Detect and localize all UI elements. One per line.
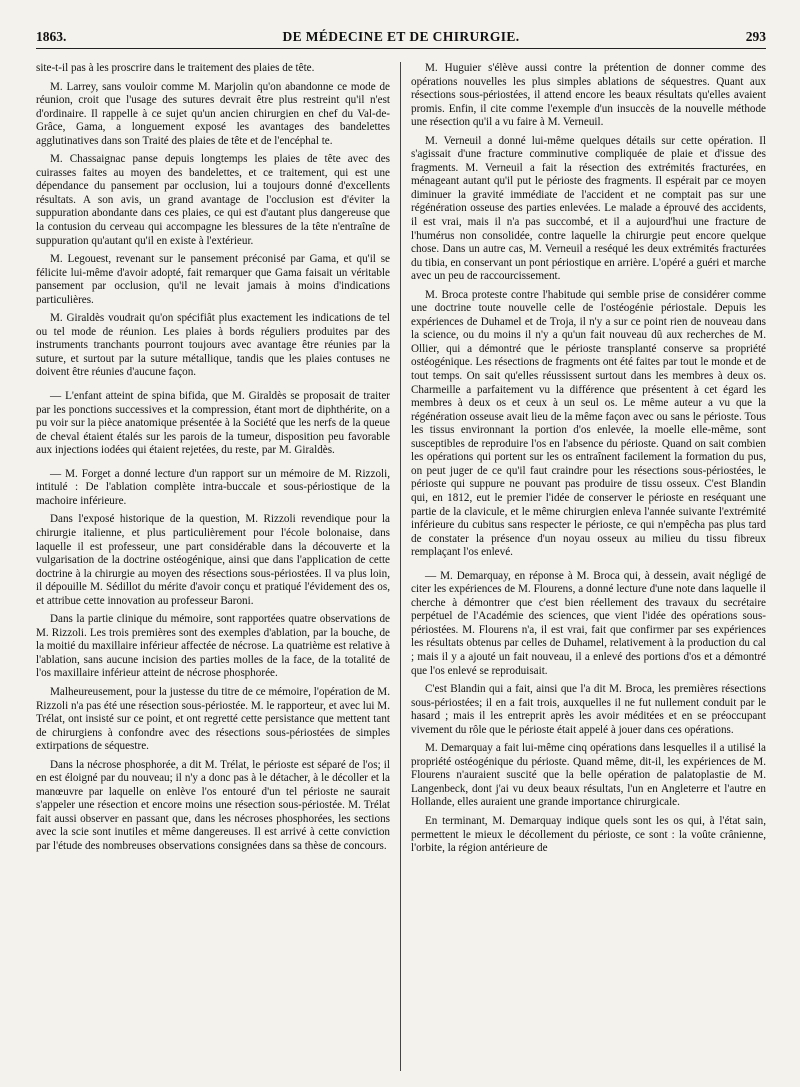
running-header: [36, 26, 766, 49]
paragraph: — M. Demarquay, en réponse à M. Broca qui, à dessein, avait négligé de citer les expériences de M. Flourens, a donné lecture d'une note dans laquelle il cherche à démontrer que c'est bien réellement des travaux du secrétaire perpétuel de l'Académie des sciences, que vient l'idée des opérations sous-périostées. M. Flourens n'a, il est vrai, fait que confirmer par ses expériences les résultats obtenus par celles de Duhamel, relativement à la production du cal ; mais il y a ajouté un fait nouveau, il a enlevé des portions d'os et a démontré que l'os enlevé se reproduisait.: [411, 569, 766, 677]
left-column: [36, 62, 390, 1071]
two-column-body: [36, 62, 766, 1071]
page-number: 293: [745, 29, 766, 44]
paragraph: M. Giraldès voudrait qu'on spécifiât plus exactement les indications de tel ou tel mode de réunion. Les plaies à bords réguliers produites par des instruments tranchants pourront toujours avec avantage être réunies par la suture, et surtout par la suture métallique, tandis que les plaies contuses ne doivent être réunies d'aucune façon.: [36, 312, 390, 379]
right-column: [411, 62, 766, 1071]
header-title: DE MÉDECINE ET DE CHIRURGIE.: [282, 29, 520, 44]
paragraph: En terminant, M. Demarquay indique quels sont les os qui, à l'état sain, permettent le mieux le décollement du périoste, ce sont : la voûte crânienne, l'orbite, la région antérieure de: [411, 814, 766, 855]
header-year: 1863.: [36, 29, 67, 44]
paragraph: — L'enfant atteint de spina bifida, que M. Giraldès se proposait de traiter par les ponctions successives et la compression, étant mort de diphthérite, on a pu voir sur la pièce anatomique présentée à la Société que les nerfs de la queue de cheval étaient étalés sur les parois de la tumeur, disposition peu favorable aux injections iodées qui étaient rejetées, du reste, par M. Giraldès.: [36, 390, 390, 457]
paragraph: M. Larrey, sans vouloir comme M. Marjolin qu'on abandonne ce mode de réunion, croit que l'usage des sutures devrait être plus restreint qu'il n'est d'ordinaire. Il rappelle à ce sujet qu'un ancien chirurgien en chef du Val-de-Grâce, Gama, a longuement exposé les avantages des bandelettes agglutinatives dans son Traité des plaies de tête et de l'encéphal te.: [36, 80, 390, 147]
paragraph: Dans la partie clinique du mémoire, sont rapportées quatre observations de M. Rizzoli. Les trois premières sont des exemples d'ablation, par la bouche, de la moitié du maxillaire inférieur affectée de nécrose. La quatrième est relative à l'ablation, sans aucune incision des parties molles de la face, de la totalité de l'os maxillaire inférieur atteint de nécrose phosphorée.: [36, 613, 390, 680]
paragraph: M. Huguier s'élève aussi contre la prétention de donner comme des opérations nouvelles les plus simples ablations de séquestres. Quant aux résections sous-périostées, il attend encore les beaux résultats qu'elles avaient promis. Enfin, il cite comme l'exemple d'un insuccès de la nouvelle méthode une résection qu'il a vu faire à M. Verneuil.: [411, 62, 766, 129]
paragraph: M. Verneuil a donné lui-même quelques détails sur cette opération. Il s'agissait d'une fracture comminutive compliquée de plaie et d'issue des fragments. M. Verneuil a fait la résection des extrémités fracturées, en ménageant autant qu'il put le périoste des fragments. Il espérait par ce moyen diminuer la gravité immédiate de l'accident et ne comptait pas sur une régénération osseuse des parties enlevées. Le malade a éprouvé des accidents, il est vrai, mais il n'a pas succombé, et il a aujourd'hui une fracture de l'humérus non consolidée, contre laquelle la chirurgie peut encore quelque chose. Dans un autre cas, M. Verneuil a reséqué les deux extrémités fracturées du tibia, en conservant un pont périostique en arrière. L'opéré a guéri et marche avec un peu de raccourcissement.: [411, 134, 766, 283]
paragraph: site-t-il pas à les proscrire dans le traitement des plaies de tête.: [36, 62, 315, 74]
paragraph: M. Chassaignac panse depuis longtemps les plaies de tête avec des cuirasses faites au moyen des bandelettes, et ce traitement, qui est une dépendance du pansement par occlusion, lui a toujours donné d'excellents résultats. A son avis, un grand avantage de l'occlusion est d'éviter la suppuration abondante dans ces plaies, ce qui est d'autant plus dangereuse que la contusion du cerveau qui accompagne les blessures de la tête n'entraîne de suppuration qu'autant qu'il en existe à l'extérieur.: [36, 153, 390, 247]
paragraph: M. Broca proteste contre l'habitude qui semble prise de considérer comme une doctrine toute nouvelle celle de l'ostéogénie périostale. Depuis les expériences de Duhamel et de Troja, il n'y a sur ce point rien de nouveau dans la science, ou du moins il n'y a qu'un fait nouveau dû aux recherches de M. Ollier, qui a démontré que le périoste transplanté conserve sa propriété ostéogénique. Les résections de fragments ont été faites par tout le monde et de tout temps. On sait qu'elles réussissent surtout dans les membres à deux os. Charmeille a parfaitement vu la différence que présentent à cet égard les membres à deux os et ceux à un seul os. Le même auteur a vu que la régénération osseuse avait lieu de la même façon avec ou sans le périoste. Tous les tissus environnant la portion d'os enlevée, la moelle elle-même, sont susceptibles de reproduire l'os en l'absence du périoste. Quand on sait combien les opérations qui portent sur les os entraînent facilement la formation du pus, on peut juger de ce qu'il faut craindre pour les résections sous-périostées, le périoste qui suppure ne pouvant pas produire de tissu osseux. C'est Blandin qui, en 1812, eut le premier l'idée de conserver le périoste en reséquant une partie de la clavicule, et le même chirurgien enleva l'année suivante l'extrémité inférieure du cubitus sans respecter le périoste, ce qui n'empêcha pas plus tard de constater la présence d'un noyau osseux au milieu du tissu fibreux remplaçant l'os enlevé.: [411, 288, 766, 559]
paragraph: Dans la nécrose phosphorée, a dit M. Trélat, le périoste est séparé de l'os; il en est éloigné par du nouveau; il n'y a donc pas à le détacher, à le décoller et la manœuvre par laquelle on enlève l'os entouré d'un tel périoste ne saurait s'appeler une résection et encore moins une résection sous-périostée. M. Trélat fait aussi observer en passant que, dans les nécroses phosphorées, les sections avec la scie sont inutiles et même dangereuses. Il est arrivé à cette conviction par l'étude des nombreuses observations consignées dans sa thèse de concours.: [36, 758, 390, 852]
paragraph: — M. Forget a donné lecture d'un rapport sur un mémoire de M. Rizzoli, intitulé : De l'ablation complète intra-buccale et sous-périostique de la machoire inférieure.: [36, 467, 390, 507]
paragraph: M. Demarquay a fait lui-même cinq opérations dans lesquelles il a utilisé la propriété ostéogénique du périoste. Quand même, dit-il, les expériences de M. Flourens n'auraient suscité que la belle opération de palatoplastie de M. Langenbeck, dont j'ai vu deux beaux résultats, l'un en Angleterre et l'autre en Hollande, elles auraient une grande importance chirurgicale.: [411, 742, 766, 809]
paragraph: Malheureusement, pour la justesse du titre de ce mémoire, l'opération de M. Rizzoli n'a pas été une résection sous-périostée. M. le rapporteur, et avec lui M. Trélat, ont insisté sur ce point, et ont regretté cette persistance que mettent tant de chirurgiens à confondre avec des résections sous-périostées de simples extirpations de séquestre.: [36, 685, 390, 753]
paragraph: M. Legouest, revenant sur le pansement préconisé par Gama, et qu'il se félicite lui-même d'avoir adopté, fait remarquer que Gama faisait un véritable pansement par occlusion, qu'il ne levait jamais à moins d'indications particulières.: [36, 253, 390, 306]
column-divider: [400, 62, 401, 1071]
paragraph: C'est Blandin qui a fait, ainsi que l'a dit M. Broca, les premières résections sous-périostées; il en a fait trois, auxquelles il ne fut nullement conduit par le hasard ; mais il les entreprit après les avoir méditées et en se préoccupant vivement du rôle que le périoste était appelé à jouer dans ces opérations.: [411, 683, 766, 736]
paragraph: Dans l'exposé historique de la question, M. Rizzoli revendique pour la chirurgie italienne, et plus particulièrement pour l'école bolonaise, dans laquelle il est professeur, une part considérable dans la découverte et la vulgarisation de la doctrine ostéogénique, ainsi que dans l'application de cette doctrine à la chirurgie au moyen des résections sous-périostées. Il va plus loin, il dépouille M. Sédillot du mérite d'avoir conçu et pratiqué l'évidement des os, et attribue cette innovation au professeur Baroni.: [36, 513, 390, 607]
